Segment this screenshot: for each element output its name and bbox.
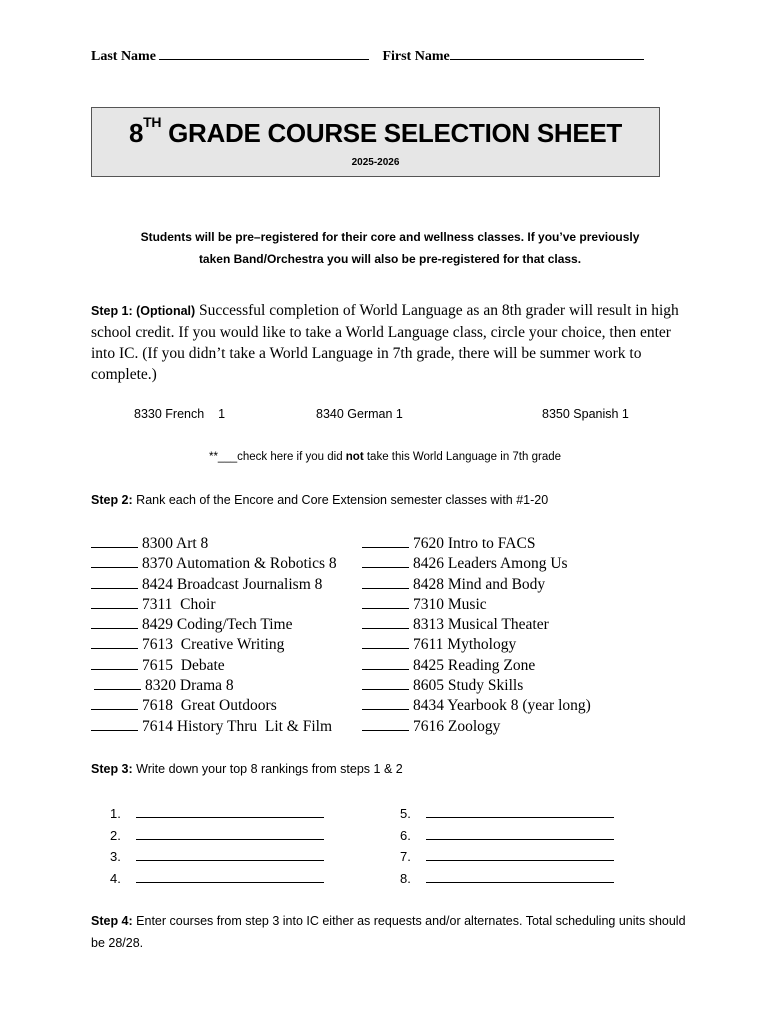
no-language-checkbox-note[interactable]: **___check here if you did not take this World Language in 7th grade <box>208 451 562 463</box>
ranking-field[interactable] <box>426 847 614 861</box>
step2-text: Rank each of the Encore and Core Extension semester classes with #1-20 <box>132 493 549 507</box>
course-item[interactable]: 8428 Mind and Body <box>362 575 591 595</box>
language-option-spanish[interactable]: 8350 Spanish 1 <box>542 407 629 421</box>
intro-text: Students will be pre–registered for their core and wellness classes. If you’ve previously taken Band/Orchestra you will also be pre-registered for that class. <box>140 230 640 266</box>
course-item[interactable]: 7616 Zoology <box>362 717 591 737</box>
step1-label: Step 1: (Optional) <box>91 304 196 318</box>
first-name-field[interactable] <box>450 45 644 60</box>
ranking-field[interactable] <box>136 826 324 840</box>
step4-text: Enter courses from step 3 into IC either as requests and/or alternates. Total scheduling units should be 28/28. <box>91 914 686 950</box>
step2-line <box>91 493 548 507</box>
course-item[interactable]: 8424 Broadcast Journalism 8 <box>91 575 337 595</box>
ranking-field[interactable] <box>426 826 614 840</box>
ranking-field[interactable] <box>136 869 324 883</box>
ranking-field[interactable] <box>136 804 324 818</box>
ranking-row: 3. <box>110 846 324 868</box>
course-item[interactable]: 8426 Leaders Among Us <box>362 554 591 574</box>
course-item[interactable]: 7614 History Thru Lit & Film <box>91 717 337 737</box>
course-item[interactable]: 8320 Drama 8 <box>91 676 337 696</box>
step1-text: Successful completion of World Language as an 8th grader will result in high school credit. If you would like to take a World Language class, circle your choice, then enter into IC. (If you didn’t take a World Language in 7th grade, there will be summer work to complete.) <box>91 302 679 383</box>
ranking-field[interactable] <box>136 847 324 861</box>
language-option-german[interactable]: 8340 German 1 <box>316 407 403 421</box>
first-name-label: First Name <box>382 49 450 64</box>
ranking-row: 1. <box>110 803 324 825</box>
course-item[interactable]: 7618 Great Outdoors <box>91 696 337 716</box>
course-item[interactable]: 7613 Creative Writing <box>91 635 337 655</box>
course-item[interactable]: 8300 Art 8 <box>91 534 337 554</box>
step4-paragraph <box>91 910 691 954</box>
course-item[interactable]: 7311 Choir <box>91 595 337 615</box>
course-item[interactable]: 8370 Automation & Robotics 8 <box>91 554 337 574</box>
ranking-field[interactable] <box>426 869 614 883</box>
page-title: 8TH GRADE COURSE SELECTION SHEET <box>128 114 623 148</box>
rankings-right-column <box>400 803 614 889</box>
courses-right-column <box>362 534 591 737</box>
ranking-row: 2. <box>110 825 324 847</box>
language-option-french[interactable]: 8330 French 1 <box>134 407 226 421</box>
title-box <box>91 107 660 177</box>
ranking-row: 8. <box>400 868 614 890</box>
course-item[interactable]: 8313 Musical Theater <box>362 615 591 635</box>
ranking-row: 7. <box>400 846 614 868</box>
ranking-row: 5. <box>400 803 614 825</box>
course-item[interactable]: 7310 Music <box>362 595 591 615</box>
step1-paragraph <box>91 300 691 385</box>
course-item[interactable]: 8605 Study Skills <box>362 676 591 696</box>
ranking-field[interactable] <box>426 804 614 818</box>
course-item[interactable]: 7620 Intro to FACS <box>362 534 591 554</box>
course-item[interactable]: 8429 Coding/Tech Time <box>91 615 337 635</box>
step3-label: Step 3: <box>91 762 133 776</box>
last-name-label: Last Name <box>91 49 156 64</box>
step2-label: Step 2: <box>91 493 133 507</box>
step4-label: Step 4: <box>91 914 133 928</box>
step3-line <box>91 762 403 776</box>
rankings-left-column <box>110 803 324 889</box>
courses-left-column <box>91 534 337 737</box>
school-year: 2025-2026 <box>351 157 400 168</box>
last-name-field[interactable] <box>159 45 369 60</box>
name-header <box>91 45 644 65</box>
course-item[interactable]: 8434 Yearbook 8 (year long) <box>362 696 591 716</box>
ranking-row: 4. <box>110 868 324 890</box>
course-item[interactable]: 8425 Reading Zone <box>362 656 591 676</box>
course-item[interactable]: 7611 Mythology <box>362 635 591 655</box>
step3-text: Write down your top 8 rankings from steps 1 & 2 <box>132 762 403 776</box>
course-item[interactable]: 7615 Debate <box>91 656 337 676</box>
ranking-row: 6. <box>400 825 614 847</box>
